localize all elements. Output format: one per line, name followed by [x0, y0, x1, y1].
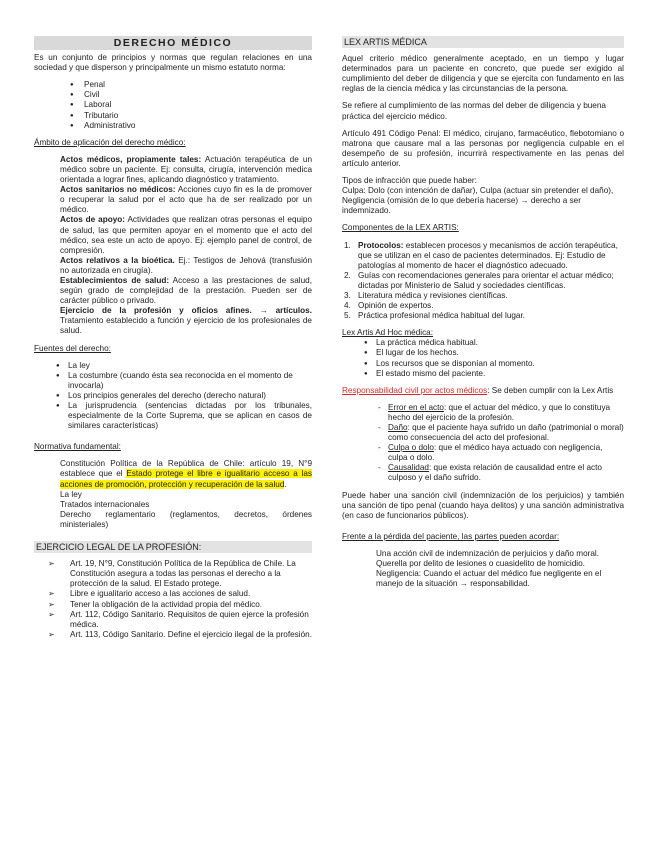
list-item: ● Los principios generales del derecho (derecho natural): [34, 391, 312, 401]
acuerdo-line: Querella por delito de lesiones o cuasidelito de homicidio.: [376, 559, 585, 569]
list-item: ➢ Art. 19, N°9, Constitución Política de la República de Chile. La Constitución asegura a todas las personas el derecho a la protección de la salud. El Estado protege.: [34, 559, 312, 589]
list-item: ● La jurisprudencia (sentencias dictadas por los tribunales, especialmente de la Corte Suprema, que se aplican en casos de similares características): [34, 401, 312, 431]
list-item: ● La ley: [34, 361, 312, 371]
lex-ad-hoc-list: [342, 338, 624, 378]
responsabilidad-heading: Responsabilidad civil por actos médicos: Se deben cumplir con la Lex Artis: [342, 385, 614, 395]
ambito-item: Actos de apoyo: Actividades que realizan otras personas el equipo de salud, las que permiten apoyar en el momento que el acto del médico, sea este un acto de apoyo. Ej: ejemplo panel de control, de compresión.: [60, 215, 312, 255]
list-item: ● Los recursos que se disponían al momento.: [342, 359, 624, 369]
acuerdos-heading: Frente a la pérdida del paciente, las partes pueden acordar:: [342, 531, 560, 541]
responsabilidad-paragraph: Puede haber una sanción civil (indemnización de los perjuicios) y también una sanción de tipo penal (cuando haya delitos) y una sanción administrativa (en caso de funcionarios públicos).: [342, 490, 624, 520]
list-item: ● Administrativo: [34, 121, 312, 131]
left-column: [34, 36, 312, 640]
normativa-block: [34, 459, 312, 530]
lex-paragraph: Artículo 491 Código Penal: El médico, cirujano, farmacéutico, flebotomiano o matrona que causare mal a las personas por negligencia culpable en el desempeño de su profesión, incurrirá respectivamente en las penas del artículo anterior.: [342, 128, 624, 168]
normativa-line: Derecho reglamentario (reglamentos, decretos, órdenes ministeriales): [60, 509, 312, 529]
normativa-heading: Normativa fundamental:: [34, 442, 121, 452]
list-item: ● El estado mismo del paciente.: [342, 369, 624, 379]
list-item: ● Penal: [34, 80, 312, 90]
list-item: ➢ Tener la obligación de la actividad propia del médico.: [34, 600, 312, 610]
acuerdos-block: [342, 549, 624, 589]
red-underlined-text: Responsabilidad civil por actos médicos: [342, 385, 488, 395]
list-item: ➢ Art. 112, Código Sanitario. Requisitos de quien ejerce la profesión médica.: [34, 610, 312, 630]
componentes-heading: Componentes de la LEX ARTIS:: [342, 223, 459, 233]
list-item: ➢ Libre e igualitario acceso a las acciones de salud.: [34, 589, 312, 599]
acuerdo-line: Una acción civil de indemnización de perjuicios y daño moral.: [376, 548, 599, 558]
list-item: ● Laboral: [34, 100, 312, 110]
lex-paragraph: Tipos de infracción que puede haber:: [342, 176, 477, 186]
fuentes-heading: Fuentes del derecho:: [34, 343, 111, 353]
highlighted-text: Estado protege el libre e igualitario acceso a las acciones de promoción, protección y recuperación de la salud: [60, 469, 312, 489]
list-item: ● Civil: [34, 90, 312, 100]
normativa-line: La ley: [60, 489, 82, 499]
lex-paragraph: Culpa: Dolo (con intención de dañar), Culpa (actuar sin pretender el daño), Negligencia (omisión de lo que debería hacerse) → derecho a ser indemnizado.: [342, 186, 614, 216]
section-banner-lex-artis: LEX ARTIS MÉDICA: [342, 36, 624, 48]
ambito-item: Actos relativos a la bioética. Ej.: Testigos de Jehová (transfusión no autorizada en cirugía).: [60, 255, 313, 275]
ambito-item: Actos médicos, propiamente tales: Actuación terapéutica de un médico sobre un paciente. Ej: consulta, cirugía, intervención medica orientada a lograr fines, aplicando diagnóstico y tratamiento.: [60, 154, 313, 185]
ambito-item: Ejercicio de la profesión y oficios afines. → artículos. Tratamiento establecido a función y ejercicio de los profesionales de salud.: [60, 306, 312, 336]
section-banner-derecho-medico: DERECHO MÉDICO: [34, 36, 312, 50]
list-item: ● La costumbre (cuando ésta sea reconocida en el momento de invocarla): [34, 371, 312, 391]
list-item: 2. Guías con recomendaciones generales para orientar el actuar médico; dictadas por Ministerio de Salud y sociedades científicas.: [344, 270, 614, 290]
ejercicio-list: [34, 559, 312, 640]
acuerdo-line: Negligencia: Cuando el actuar del médico fue negligente en el manejo de la situación → responsabilidad.: [376, 569, 602, 589]
list-item: 4. Opinión de expertos.: [344, 301, 434, 311]
list-item: 3. Literatura médica y revisiones científicas.: [344, 290, 508, 300]
list-item: ● Tributario: [34, 111, 312, 121]
lex-paragraph: Aquel criterio médico generalmente aceptado, en un tiempo y lugar determinados para un paciente en concreto, que puede ser exigido al cumplimiento del deber de diligencia y que se ejercita con fundamento en las reglas de la ciencia médica y las circunstancias de la persona.: [342, 54, 624, 94]
ambito-item: Establecimientos de salud: Acceso a las prestaciones de salud, según grado de complejidad de la prestación. Pueden ser de carácter público o privado.: [60, 275, 312, 306]
list-item: - Daño: que el paciente haya sufrido un daño (patrimonial o moral) como consecuencia del acto del profesional.: [342, 423, 624, 443]
list-item: ➢ Art. 113, Código Sanitario. Define el ejercicio ilegal de la profesión.: [34, 630, 312, 640]
lex-ad-hoc-heading: Lex Artis Ad Hoc médica:: [342, 328, 434, 338]
ambito-heading: Ámbito de aplicación del derecho médico:: [34, 137, 186, 147]
normativa-line: Tratados internacionales: [60, 499, 150, 509]
ambito-item: Actos sanitarios no médicos: Acciones cuyo fin es la de promover o recuperar la salud por el acto que ha de ser realizado por un médico.: [60, 185, 313, 215]
section-banner-ejercicio-legal: EJERCICIO LEGAL DE LA PROFESIÓN:: [34, 541, 312, 553]
list-item: ● El lugar de los hechos.: [342, 348, 624, 358]
intro-paragraph: Es un conjunto de principios y normas que regulan relaciones en una sociedad y que disperson y principalmente un mismo estatuto norma:: [34, 53, 312, 73]
list-item: 1. Protocolos: establecen procesos y mecanismos de acción terapéutica, que se utilizan en el caso de pacientes determinados. Ej: Estudio de patologías al momento de hacer el diagnóstico adecuado.: [344, 240, 618, 270]
componentes-list: [342, 241, 624, 322]
ambito-block: [34, 155, 312, 337]
lex-paragraph: Se refiere al cumplimiento de las normas del deber de diligencia y buena práctica del ejercicio médico.: [342, 101, 606, 121]
list-item: - Error en el acto: que el actuar del médico, y que lo constituya hecho del ejercicio de la profesión.: [342, 403, 624, 423]
right-column: [342, 36, 624, 589]
areas-list: [34, 80, 312, 130]
list-item: ● La práctica médica habitual.: [342, 338, 624, 348]
list-item: 5. Práctica profesional médica habitual del lugar.: [344, 311, 526, 321]
list-item: - Causalidad: que exista relación de causalidad entre el acto culposo y el daño sufrido.: [342, 463, 624, 483]
normativa-paragraph: Constitución Política de la República de Chile: artículo 19, N°9 establece que el Estado protege el libre e igualitario acceso a las acciones de promoción, protección y recuperación de la salud.: [60, 459, 312, 489]
responsabilidad-list: [342, 403, 624, 484]
list-item: - Culpa o dolo: que el médico haya actuado con negligencia, culpa o dolo.: [342, 443, 624, 463]
fuentes-list: [34, 361, 312, 432]
